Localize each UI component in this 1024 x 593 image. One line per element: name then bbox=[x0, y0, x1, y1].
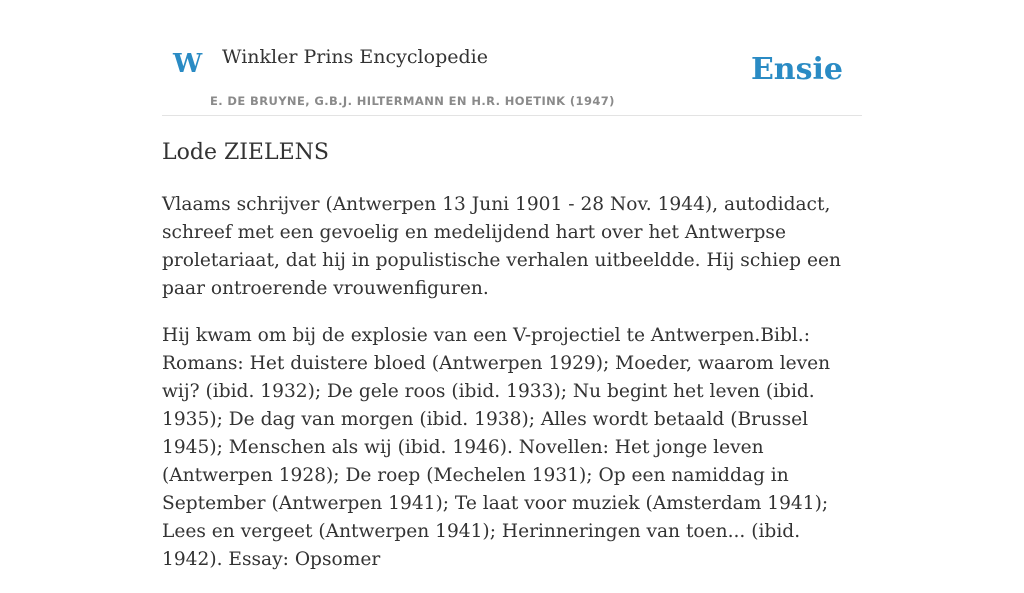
source-authors: E. DE BRUYNE, G.B.J. HILTERMANN EN H.R. HOETINK (1947) bbox=[210, 94, 615, 108]
encyclopedia-logo-icon[interactable]: W bbox=[173, 49, 203, 79]
article-title: Lode ZIELENS bbox=[162, 140, 329, 165]
brand-logo[interactable]: Ensie bbox=[750, 52, 843, 87]
source-title[interactable]: Winkler Prins Encyclopedie bbox=[222, 46, 488, 68]
article-paragraph: Hij kwam om bij de explosie van een V-projectiel te Antwerpen.Bibl.: Romans: Het duistere bloed (Antwerpen 1929); Moeder, waarom leven wij? (ibid. 1932); De gele roos (ibid. 1933); Nu begint het leven (ibid. 1935); De dag van morgen (ibid. 1938); Alles wordt betaald (Brussel 1945); Menschen als wij (ibid. 1946). Novellen: Het jonge leven (Antwerpen 1928); De roep (Mechelen 1931); Op een namiddag in September (Antwerpen 1941); Te laat voor muziek (Amsterdam 1941); Lees en vergeet (Antwerpen 1941); Herinneringen van toen... (ibid. 1942). Essay: Opsomer bbox=[162, 325, 831, 570]
article-paragraph: Vlaams schrijver (Antwerpen 13 Juni 1901 - 28 Nov. 1944), autodidact, schreef met een gevoelig en medelijdend hart over het Antwerpse proletariaat, dat hij in populistische verhalen uitbeeldde. Hij schiep een paar ontroerende vrouwenfiguren. bbox=[162, 194, 841, 299]
article-body bbox=[162, 191, 862, 593]
header-divider bbox=[162, 115, 862, 116]
